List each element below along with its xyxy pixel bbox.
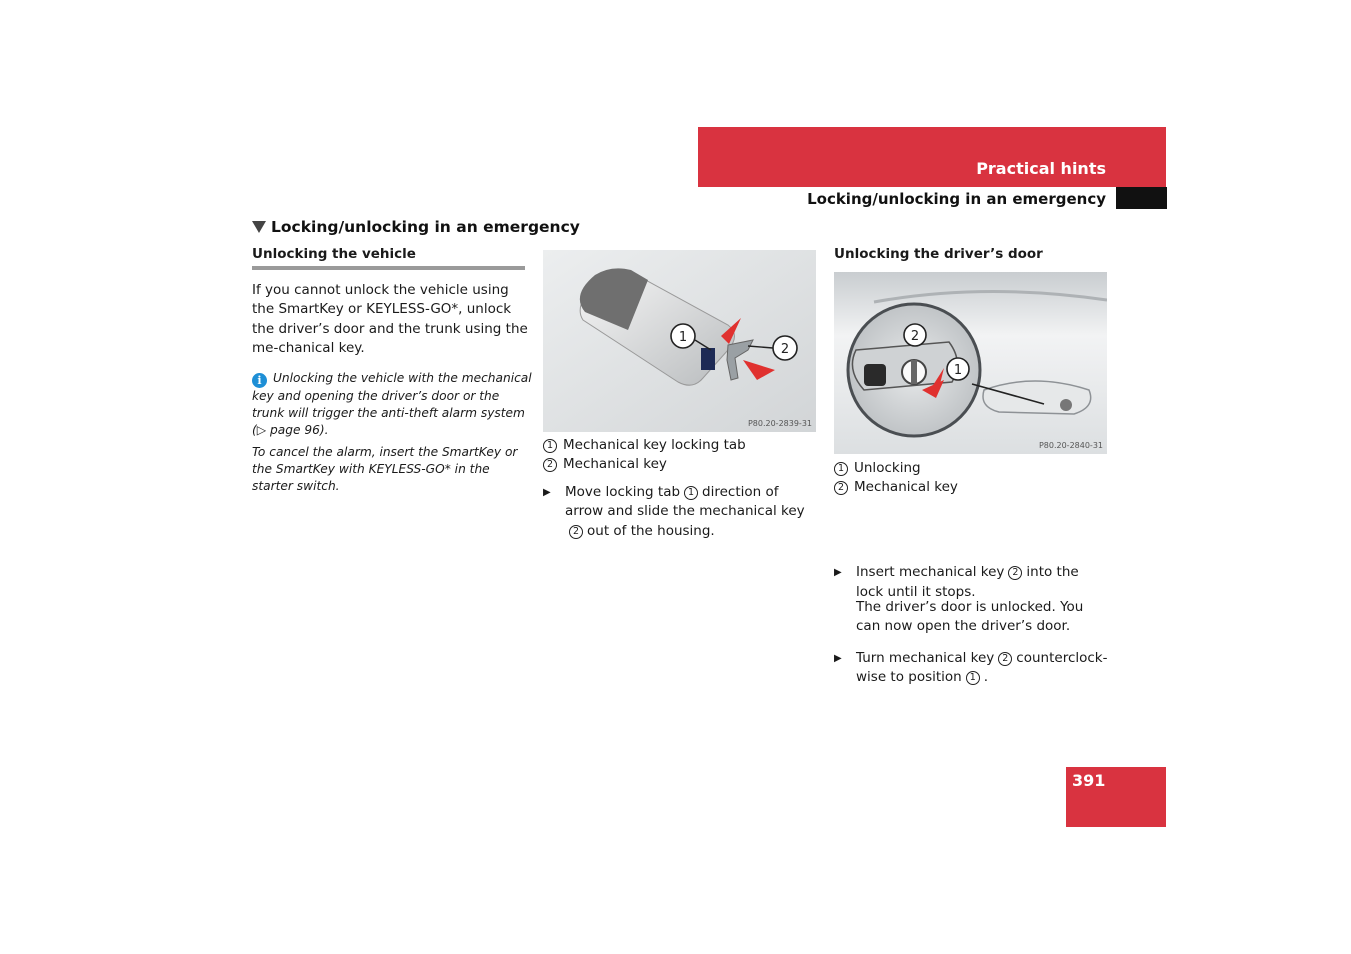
callout-number: 2: [543, 458, 557, 472]
callout-number: 1: [966, 671, 980, 685]
page-reference-link[interactable]: (▷ page 96).: [252, 423, 329, 437]
section-title: Locking/unlocking in an emergency: [271, 218, 580, 236]
instruction-step: [543, 483, 817, 541]
subheading-rule: [252, 266, 525, 270]
step-arrow-icon: ▶: [543, 487, 551, 498]
list-item: [543, 455, 823, 474]
info-note-text: Unlocking the vehicle with the mechanical key and opening the driver’s door or the trunk will trigger the anti-theft alarm system: [252, 371, 532, 420]
legend-text: Mechanical key: [854, 479, 958, 496]
header-band: [698, 127, 1166, 187]
page-number: 391: [1072, 771, 1106, 790]
chapter-title: Practical hints: [976, 159, 1106, 178]
intro-paragraph: If you cannot unlock the vehicle using the SmartKey or KEYLESS-GO*, unlock the driver’s door and the trunk using the me-chanical key.: [252, 282, 528, 357]
callout-number: 2: [834, 481, 848, 495]
list-item: [834, 478, 1114, 497]
subheading-unlocking-vehicle: Unlocking the vehicle: [252, 246, 416, 262]
step-text: out of the housing.: [587, 522, 715, 539]
list-item: [543, 436, 823, 455]
svg-text:2: 2: [910, 329, 920, 344]
svg-text:2: 2: [780, 342, 790, 357]
legend-text: Mechanical key: [563, 456, 667, 473]
step-arrow-icon: ▶: [834, 653, 842, 665]
callout-number: 2: [998, 652, 1012, 666]
svg-text:1: 1: [953, 363, 963, 378]
smartkey-drawing: [543, 250, 816, 432]
header-tab-marker: [1116, 187, 1167, 209]
image-code: P80.20-2839-31: [747, 419, 812, 428]
result-text: The driver’s door is unlocked. You can now open the driver’s door.: [856, 599, 1084, 635]
callout-number: 2: [569, 525, 583, 539]
door-handle-drawing: [834, 272, 1107, 454]
step-text: Move locking tab: [565, 484, 681, 500]
step-text: into the lock until it stops.: [856, 564, 1079, 600]
step-text: counterclock-wise to position: [856, 650, 1108, 686]
info-note: [252, 370, 532, 439]
step-text: Insert mechanical key: [856, 564, 1005, 581]
callout-number: 2: [1008, 566, 1022, 580]
step-text: .: [983, 669, 989, 686]
step-text: direction of arrow and slide the mechanical key: [565, 484, 805, 520]
legend-text: Mechanical key locking tab: [563, 437, 746, 453]
door-handle-illustration: [834, 272, 1107, 454]
legend-list-door: [834, 459, 1114, 498]
callout-number: 1: [834, 462, 848, 476]
instruction-step: [834, 563, 1108, 602]
subheading-drivers-door: Unlocking the driver’s door: [834, 246, 1043, 262]
callout-number: 1: [684, 486, 698, 500]
callout-number: 1: [543, 439, 557, 453]
legend-list-key: [543, 436, 823, 475]
image-code: P80.20-2840-31: [1038, 441, 1103, 450]
instruction-step: [834, 649, 1108, 688]
step-arrow-icon: ▶: [834, 567, 842, 579]
step-text: Turn mechanical key: [856, 650, 995, 667]
smartkey-illustration: [543, 250, 816, 432]
section-triangle-icon: [252, 221, 266, 233]
list-item: [834, 459, 1114, 478]
svg-text:1: 1: [678, 330, 688, 345]
alarm-cancel-note: To cancel the alarm, insert the SmartKey or the SmartKey with KEYLESS-GO* in the starter switch.: [252, 445, 518, 493]
section-header: Locking/unlocking in an emergency: [807, 190, 1106, 208]
info-icon: i: [252, 373, 267, 388]
legend-text: Unlocking: [854, 460, 921, 476]
